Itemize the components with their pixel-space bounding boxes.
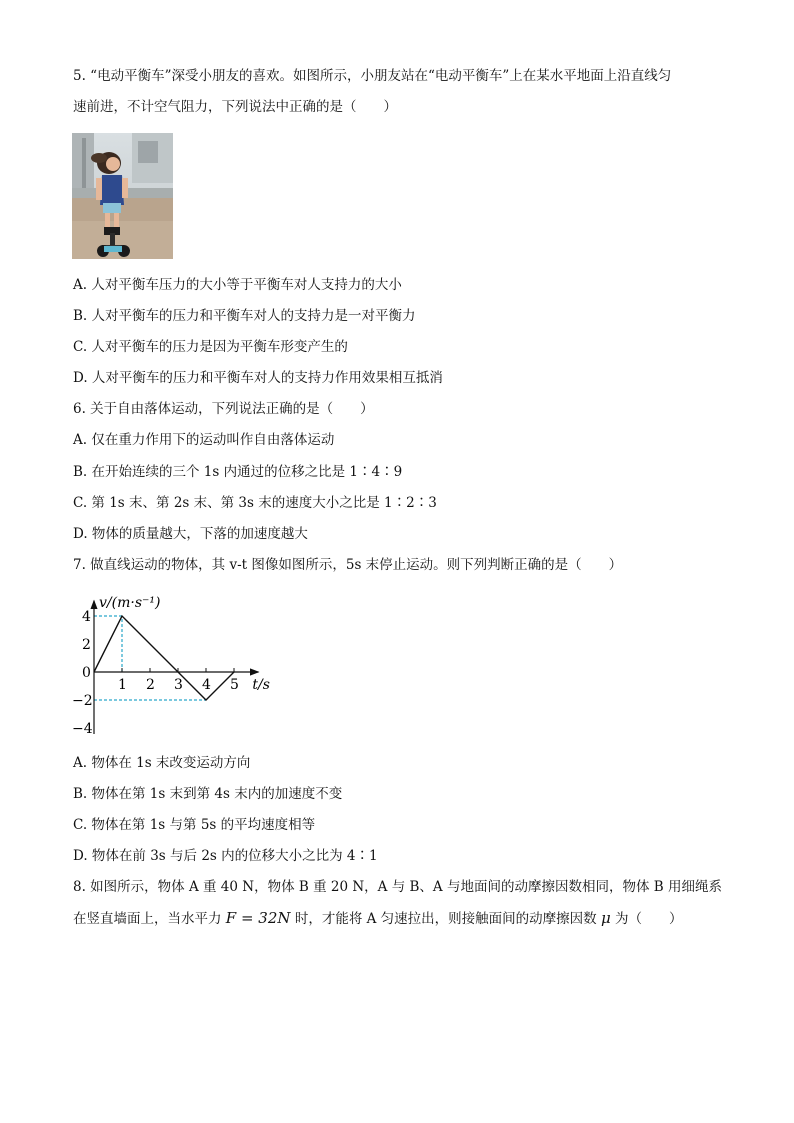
q5-option-c: C. 人对平衡车的压力是因为平衡车形变产生的: [73, 339, 348, 355]
y-tick-label: −2: [72, 693, 93, 709]
q5-stem-line1: 5. “电动平衡车”深受小朋友的喜欢。如图所示，小朋友站在“电动平衡车”上在某水平地面上沿直线匀: [73, 68, 672, 84]
x-tick-label: 3: [174, 677, 183, 693]
q8-text-mid: 时，才能将 A 匀速拉出，则接触面间的动摩擦因数: [290, 911, 601, 927]
y-tick-label: 4: [82, 609, 91, 625]
q6-stem: 6. 关于自由落体运动，下列说法正确的是（ ）: [73, 401, 374, 417]
vt-series-line: [94, 616, 234, 700]
q8-stem-line1: 8. 如图所示，物体 A 重 40 N，物体 B 重 20 N，A 与 B、A 与地面间的动摩擦因数相同，物体 B 用细绳系: [73, 879, 722, 895]
q7-option-b: B. 物体在第 1s 末到第 4s 末内的加速度不变: [73, 786, 343, 802]
q8-force-formula: F = 32N: [225, 909, 291, 927]
q5-stem-line2: 速前进，不计空气阻力，下列说法中正确的是（ ）: [73, 99, 397, 115]
x-tick-label: 4: [202, 677, 211, 693]
q5-option-d: D. 人对平衡车的压力和平衡车对人的支持力作用效果相互抵消: [73, 370, 443, 386]
q7-stem: 7. 做直线运动的物体，其 v-t 图像如图所示，5s 末停止运动。则下列判断正确的是（ ）: [73, 557, 623, 573]
y-tick-label: 0: [82, 665, 91, 681]
q8-text-after: 为（ ）: [610, 911, 683, 927]
balance-car-photo: [72, 133, 173, 259]
x-tick-label: 1: [118, 677, 127, 693]
q8-text-before: 在竖直墙面上，当水平力: [73, 911, 226, 927]
q6-option-a: A. 仅在重力作用下的运动叫作自由落体运动: [73, 432, 335, 448]
q6-option-d: D. 物体的质量越大，下落的加速度越大: [73, 526, 308, 542]
x-tick-label: 2: [146, 677, 155, 693]
q8-stem-line2: [73, 908, 683, 929]
q7-option-a: A. 物体在 1s 末改变运动方向: [73, 755, 251, 771]
q5-option-a: A. 人对平衡车压力的大小等于平衡车对人支持力的大小: [73, 277, 402, 293]
q7-option-d: D. 物体在前 3s 与后 2s 内的位移大小之比为 4∶1: [73, 848, 378, 864]
vt-graph-svg: [64, 586, 274, 746]
y-tick-label: 2: [82, 637, 91, 653]
vt-graph: [64, 586, 274, 746]
q6-option-c: C. 第 1s 末、第 2s 末、第 3s 末的速度大小之比是 1∶2∶3: [73, 495, 437, 511]
y-tick-label: −4: [72, 721, 93, 737]
q5-option-b: B. 人对平衡车的压力和平衡车对人的支持力是一对平衡力: [73, 308, 416, 324]
y-axis-label: v/(m·s⁻¹): [99, 594, 161, 611]
x-tick-label: 5: [230, 677, 239, 693]
q7-option-c: C. 物体在第 1s 与第 5s 的平均速度相等: [73, 817, 316, 833]
q8-mu-symbol: μ: [600, 909, 611, 927]
x-axis-label: t/s: [252, 677, 270, 693]
q6-option-b: B. 在开始连续的三个 1s 内通过的位移之比是 1∶4∶9: [73, 464, 403, 480]
